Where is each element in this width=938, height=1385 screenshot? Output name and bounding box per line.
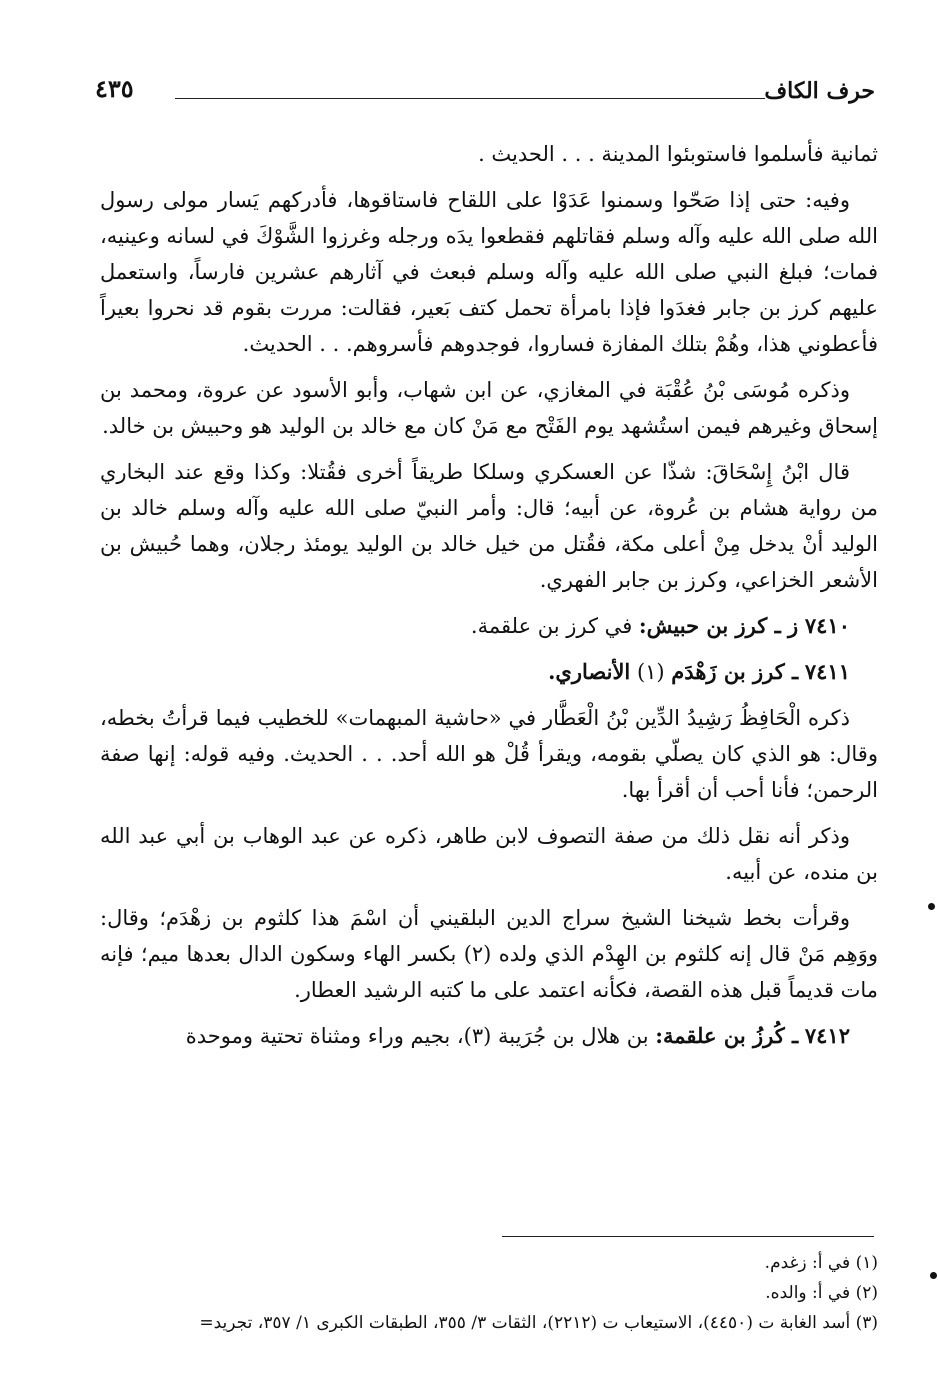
footnote-2: (٢) في أ: والده. <box>765 1283 878 1303</box>
page-number: ٤٣٥ <box>95 74 134 103</box>
entry-number: ٧٤١٠ <box>804 613 850 638</box>
chapter-title: حرف الكاف <box>764 78 875 104</box>
paragraph-1: ثمانية فأسلموا فاستوبئوا المدينة . . . الحديث . <box>478 142 878 166</box>
entry-7411 <box>100 654 878 690</box>
paragraph-5: ذكره الْحَافِظُ رَشِيدُ الدِّين بْنُ الْعَطَّار في «حاشية المبهمات» للخطيب فيما قرأتُ بخطه، وقال: هو الذي كان يصلّي بقومه، ويقرأ قُلْ هو الله أحد. . . الحديث. وفيه قوله: إنها صفة الرحمن؛ فأنا أحب أن أقرأ بها. <box>100 706 878 802</box>
entry-number: ٧٤١٢ <box>804 1023 850 1048</box>
footnote-separator <box>502 1236 874 1237</box>
margin-dot-icon <box>930 1272 937 1279</box>
paragraph-3: وذكره مُوسَى بْنُ عُقْبَة في المغازي، عن ابن شهاب، وأبو الأسود عن عروة، ومحمد بن إسحاق وغيرهم فيمن استُشهد يوم الفَتْح مع مَنْ كان مع خالد بن الوليد هو وحبيش بن خالد. <box>100 378 878 438</box>
entry-text: بن هلال بن جُرَيبة (٣)، بجيم وراء ومثناة تحتية وموحدة <box>185 1024 656 1048</box>
entry-text: في كرز بن علقمة. <box>470 614 639 638</box>
entry-7412 <box>100 1018 878 1054</box>
entry-name: ز ـ كرز بن حبيش: <box>638 613 799 638</box>
header-rule <box>175 98 765 99</box>
entry-name: ـ كرز بن زَهْدَم <box>671 659 799 684</box>
main-text <box>100 136 878 1064</box>
entry-name: ـ كُرزُ بن علقمة: <box>655 1023 799 1048</box>
paragraph-2: وفيه: حتى إذا صَحّوا وسمنوا عَدَوْا على اللقاح فاستاقوها، فأدركهم يَسار مولى رسول الله صلى الله عليه وآله وسلم فقاتلهم فقطعوا يدَه ورجله وغرزوا الشَّوْكَ في لسانه وعينيه، فمات؛ فبلغ النبي صلى الله عليه وآله وسلم فبعث في آثارهم عشرين فارساً، واستعمل عليهم كرز بن جابر فغدَوا فإذا بامرأة تحمل كتف بَعير، فقالت: مررت بقوم قد نحروا بعيراً فأعطوني هذا، وهُمْ بتلك المفازة فساروا، فوجدوهم فأسروهم. . . الحديث. <box>100 188 878 356</box>
entry-7410 <box>100 608 878 644</box>
footnote-1: (١) في أ: زغدم. <box>764 1253 878 1273</box>
paragraph-6: وذكر أنه نقل ذلك من صفة التصوف لابن طاهر، ذكره عن عبد الوهاب بن أبي عبد الله بن منده، عن أبيه. <box>100 824 878 884</box>
footnote-3: (٣) أسد الغابة ت (٤٤٥٠)، الاستيعاب ت (٢٢١٢)، الثقات ٣/ ٣٥٥، الطبقات الكبرى ١/ ٣٥٧، تجريد= <box>199 1313 878 1333</box>
footnotes <box>72 1248 878 1338</box>
page-header <box>95 72 875 112</box>
entry-text: الأنصاري. <box>548 659 631 684</box>
margin-dot-icon <box>928 903 935 910</box>
entry-number: ٧٤١١ <box>804 659 850 684</box>
paragraph-4: قال ابْنُ إِسْحَاقَ: شذّا عن العسكري وسلكا طريقاً أخرى فقُتلا: وكذا وقع عند البخاري من رواية هشام بن عُروة، عن أبيه؛ قال: وأمر النبيّ صلى الله عليه وآله وسلم خالد بن الوليد أنْ يدخل مِنْ أعلى مكة، فقُتل من خيل خالد بن الوليد يومئذ رجلان، وهما حُبيش بن الأشعر الخزاعي، وكرز بن جابر الفهري. <box>100 460 878 592</box>
footnote-marker: (١) <box>630 660 672 684</box>
paragraph-7: وقرأت بخط شيخنا الشيخ سراج الدين البلقيني أن اسْمَ هذا كلثوم بن زهْدَم؛ وقال: ووَهِم مَنْ قال إنه كلثوم بن الهِدْم الذي ولده (٢) بكسر الهاء وسكون الدال بعدها ميم؛ فإنه مات قديماً قبل هذه القصة، فكأنه اعتمد على ما كتبه الرشيد العطار. <box>100 906 878 1002</box>
